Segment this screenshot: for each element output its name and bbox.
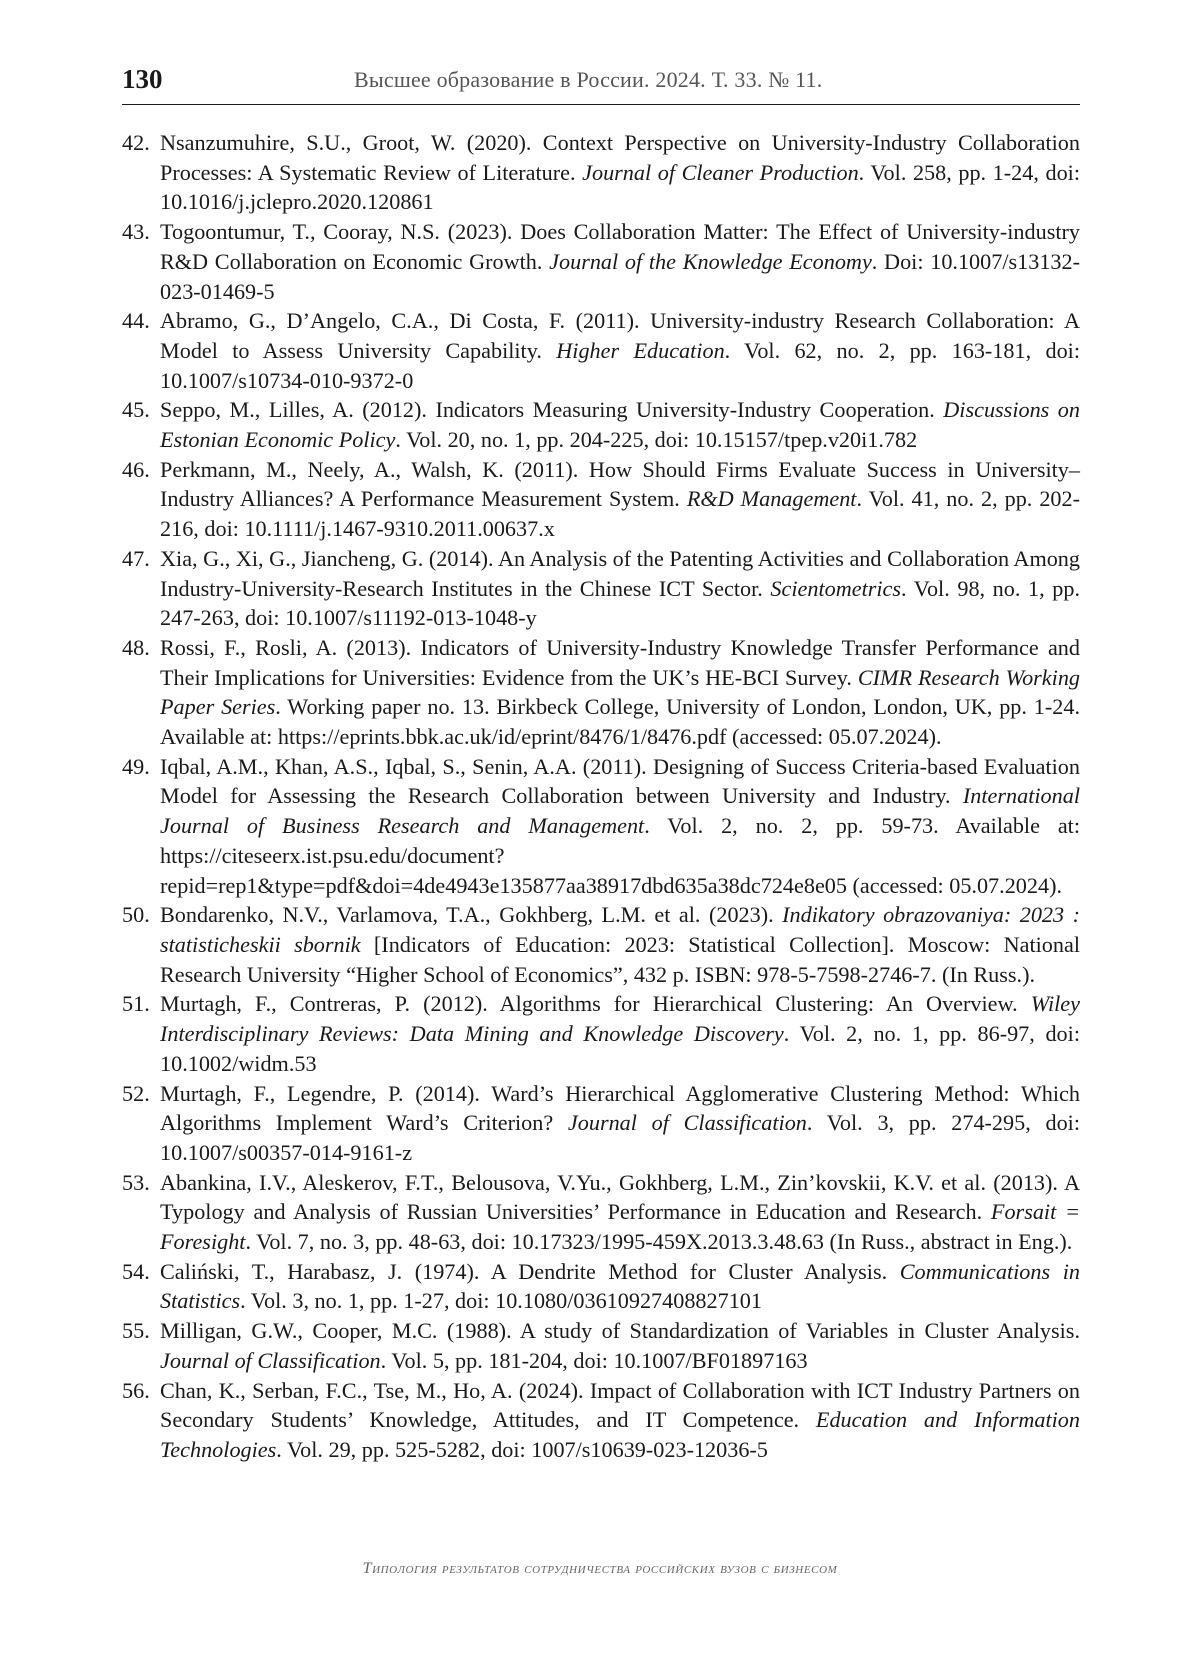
reference-item	[122, 1376, 1080, 1465]
reference-item	[122, 395, 1080, 454]
reference-journal: Wiley Interdisciplinary Reviews: Data Mining and Knowledge Discovery	[160, 991, 1080, 1047]
reference-item	[122, 544, 1080, 633]
reference-number: 44.	[122, 308, 150, 334]
reference-text: Nsanzumuhire, S.U., Groot, W. (2020). Context Perspective on University-Industry Collaboration Processes: A Systematic Review of Literature.	[160, 130, 1080, 185]
reference-details: . Vol. 3, no. 1, pp. 1-27, doi: 10.1080/03610927408827101	[240, 1288, 762, 1314]
reference-journal: Forsait = Foresight	[160, 1199, 1080, 1255]
reference-text: Milligan, G.W., Cooper, M.C. (1988). A study of Standardization of Variables in Cluster Analysis.	[160, 1318, 1080, 1344]
reference-text: Chan, K., Serban, F.C., Tse, M., Ho, A. (2024). Impact of Collaboration with ICT Industry Partners on Secondary Students’ Knowledge, Attitudes, and IT Competence.	[160, 1377, 1080, 1433]
reference-item	[122, 633, 1080, 752]
page-number: 130	[122, 64, 163, 94]
reference-text: Bondarenko, N.V., Varlamova, T.A., Gokhberg, L.M. et al. (2023).	[160, 902, 783, 928]
reference-details: . Vol. 3, pp. 274-295, doi: 10.1007/s00357-014-9161-z	[160, 1110, 1080, 1165]
reference-text: Abankina, I.V., Aleskerov, F.T., Belousova, V.Yu., Gokhberg, L.M., Zin’kovskii, K.V. et al. (2013). A Typology and Analysis of Russian Universities’ Performance in Education and Research.	[160, 1169, 1080, 1225]
reference-journal: Journal of Classification	[567, 1110, 807, 1136]
reference-number: 42.	[122, 130, 150, 155]
reference-text: Togoontumur, T., Cooray, N.S. (2023). Does Collaboration Matter: The Effect of University-industry R&D Collaboration on Economic Growth.	[160, 219, 1080, 274]
reference-item	[122, 217, 1080, 306]
reference-text: Abramo, G., D’Angelo, C.A., Di Costa, F. (2011). University-industry Research Collaboration: A Model to Assess University Capability.	[160, 308, 1080, 363]
reference-item	[122, 900, 1080, 989]
reference-details: . Vol. 258, pp. 1-24, doi: 10.1016/j.jclepro.2020.120861	[160, 159, 1080, 215]
reference-journal: Scientometrics	[770, 575, 902, 601]
reference-details: . Vol. 41, no. 2, pp. 202-216, doi: 10.1111/j.1467-9310.2011.00637.x	[160, 486, 1080, 542]
reference-item	[122, 128, 1080, 217]
reference-journal: R&D Management	[686, 486, 857, 512]
reference-number: 45.	[122, 397, 150, 423]
reference-details: . Vol. 62, no. 2, pp. 163-181, doi: 10.1007/s10734-010-9372-0	[160, 337, 1080, 393]
reference-journal: Communications in Statistics	[160, 1258, 1080, 1314]
reference-item	[122, 1257, 1080, 1316]
reference-details: . Vol. 20, no. 1, pp. 204-225, doi: 10.15157/tpep.v20i1.782	[395, 427, 918, 453]
reference-journal: International Journal of Business Research and Management	[160, 783, 1080, 839]
reference-text: Perkmann, M., Neely, A., Walsh, K. (2011). How Should Firms Evaluate Success in University–Industry Alliances? A Performance Measurement System.	[160, 456, 1080, 512]
reference-text: Murtagh, F., Legendre, P. (2014). Ward’s Hierarchical Agglomerative Clustering Method: Which Algorithms Implement Ward’s Criterion?	[160, 1080, 1080, 1136]
reference-number: 50.	[122, 902, 150, 928]
reference-text: Iqbal, A.M., Khan, A.S., Iqbal, S., Senin, A.A. (2011). Designing of Success Criteria-based Evaluation Model for Assessing the Research Collaboration between University and Industry.	[160, 753, 1080, 809]
reference-journal: Journal of Cleaner Production	[582, 159, 859, 185]
reference-number: 51.	[122, 991, 150, 1017]
reference-details: . Vol. 29, pp. 525-5282, doi: 1007/s10639-023-12036-5	[276, 1436, 768, 1462]
reference-number: 47.	[122, 545, 150, 571]
reference-list	[122, 128, 1080, 1465]
reference-journal: Journal of the Knowledge Economy	[549, 248, 872, 274]
reference-item	[122, 455, 1080, 544]
reference-details: . Vol. 98, no. 1, pp. 247-263, doi: 10.1007/s11192-013-1048-y	[160, 575, 1080, 631]
reference-text: Xia, G., Xi, G., Jiancheng, G. (2014). An Analysis of the Patenting Activities and Collaboration Among Industry-University-Research Institutes in the Chinese ICT Sector.	[160, 545, 1080, 601]
reference-details: . Vol. 2, no. 2, pp. 59-73. Available at: https://citeseerx.ist.psu.edu/document?repid=rep1&type=pdf&doi=4de4943e135877aa38917dbd635a38dc724e8e05 (accessed: 05.07.2024).	[160, 813, 1080, 898]
reference-details: . Vol. 7, no. 3, pp. 48-63, doi: 10.17323/1995-459X.2013.3.48.63 (In Russ., abstract in Eng.).	[245, 1229, 1073, 1255]
reference-number: 56.	[122, 1377, 150, 1403]
reference-text: Rossi, F., Rosli, A. (2013). Indicators of University-Industry Knowledge Transfer Performance and Their Implications for Universities: Evidence from the UK’s HE-BCI Survey.	[160, 634, 1080, 690]
reference-number: 46.	[122, 456, 150, 482]
reference-journal: Higher Education	[556, 337, 725, 363]
reference-number: 55.	[122, 1318, 150, 1344]
reference-text: Murtagh, F., Contreras, P. (2012). Algorithms for Hierarchical Clustering: An Overview.	[160, 991, 1031, 1017]
reference-details: . Vol. 2, no. 1, pp. 86-97, doi: 10.1002/widm.53	[160, 1021, 1080, 1076]
reference-number: 49.	[122, 753, 150, 779]
reference-journal: Education and Information Technologies	[160, 1407, 1080, 1462]
reference-number: 53.	[122, 1169, 150, 1195]
reference-number: 43.	[122, 219, 150, 245]
reference-details: . Working paper no. 13. Birkbeck College, University of London, London, UK, pp. 1-24. Available at: https://eprints.bbk.ac.uk/id/eprint/8476/1/8476.pdf (accessed: 05.07.2024).	[160, 694, 1080, 750]
reference-item	[122, 1316, 1080, 1375]
reference-number: 48.	[122, 634, 150, 660]
reference-details: . Vol. 5, pp. 181-204, doi: 10.1007/BF01897163	[380, 1347, 808, 1373]
reference-item	[122, 1079, 1080, 1168]
reference-item	[122, 306, 1080, 395]
reference-details: . Doi: 10.1007/s13132-023-01469-5	[160, 248, 1080, 304]
reference-text: Seppo, M., Lilles, A. (2012). Indicators Measuring University-Industry Cooperation.	[160, 397, 944, 423]
page-header	[122, 60, 1080, 105]
journal-running-head: Высшее образование в России. 2024. Т. 33. № 11.	[354, 67, 823, 92]
reference-journal: CIMR Research Working Paper Series	[160, 664, 1081, 720]
reference-item	[122, 752, 1080, 901]
reference-details: [Indicators of Education: 2023: Statistical Collection]. Moscow: National Research University “Higher School of Economics”, 432 p. ISBN: 978-5-7598-2746-7. (In Russ.).	[160, 931, 1080, 987]
reference-journal: Indikatory obrazovaniya: 2023 : statisticheskii sbornik	[160, 902, 1080, 957]
reference-text: Caliński, T., Harabasz, J. (1974). A Dendrite Method for Cluster Analysis.	[160, 1258, 900, 1284]
reference-item	[122, 989, 1080, 1078]
reference-number: 52.	[122, 1080, 150, 1106]
reference-item	[122, 1168, 1080, 1257]
reference-journal: Journal of Classification	[160, 1347, 381, 1373]
reference-number: 54.	[122, 1258, 150, 1284]
reference-journal: Discussions on Estonian Economic Policy	[160, 397, 1080, 453]
article-running-title: Типология результатов сотрудничества российских вузов с бизнесом	[362, 1560, 838, 1577]
